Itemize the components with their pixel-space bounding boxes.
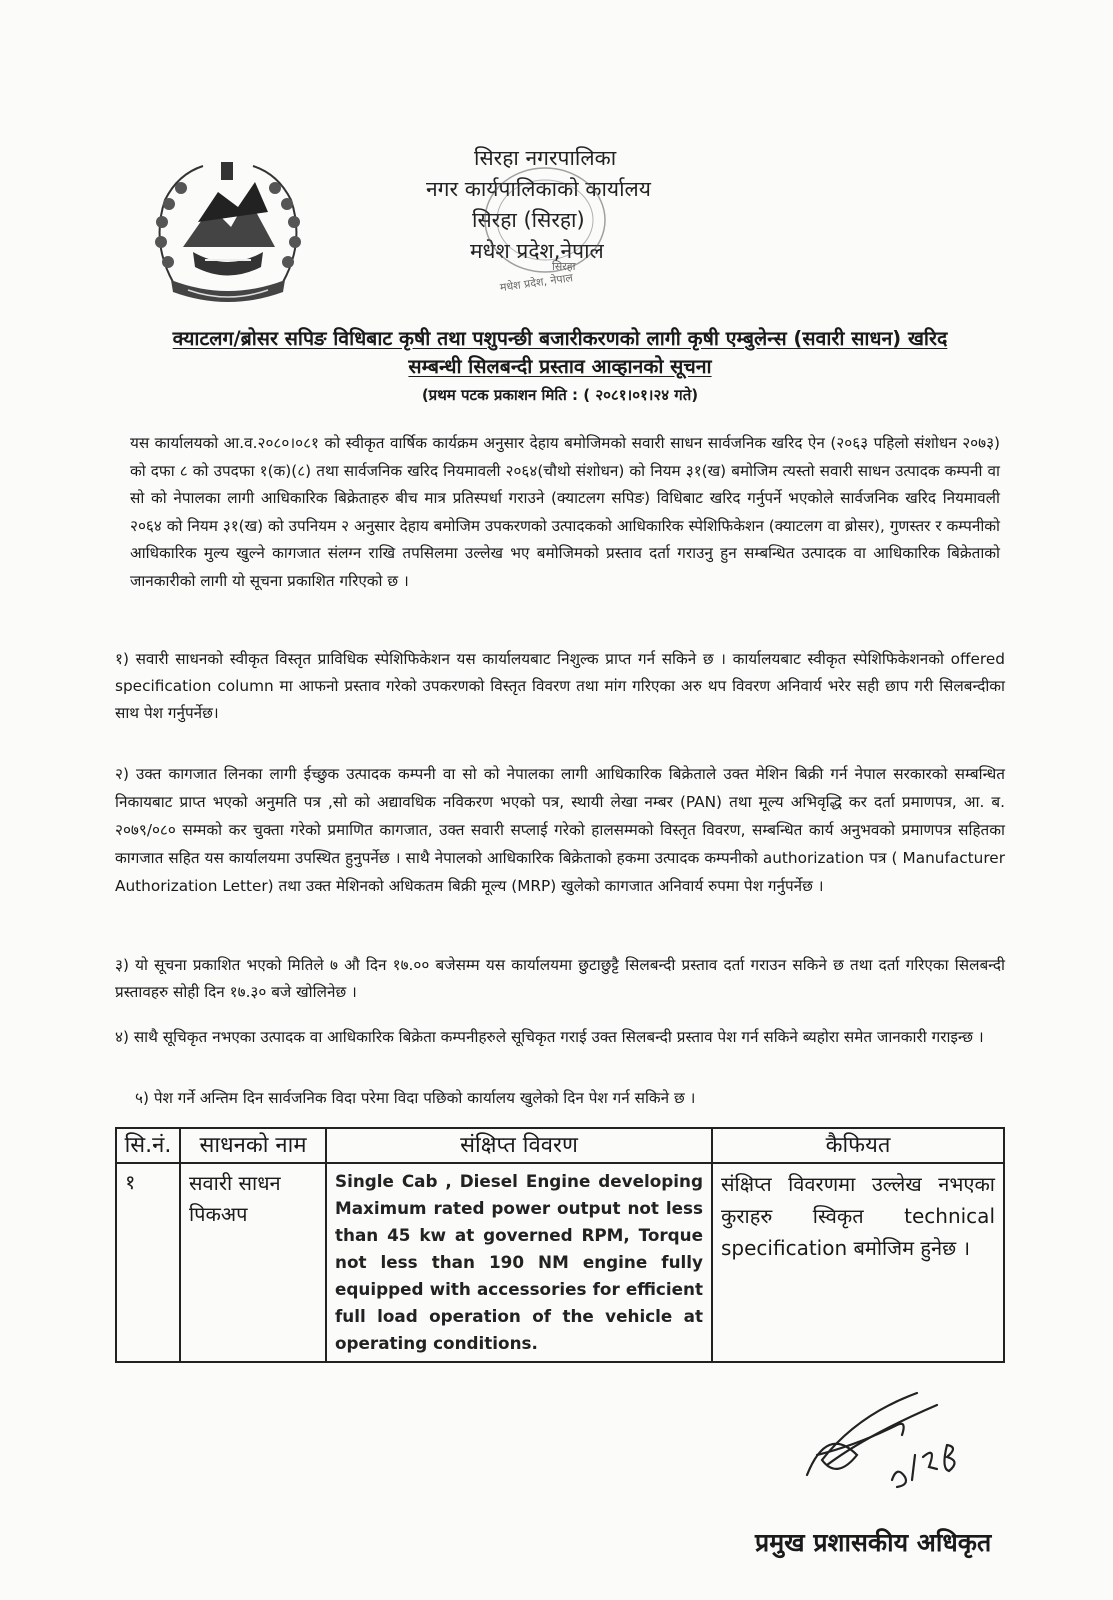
office-seal-stamp xyxy=(460,150,630,304)
header-brief-description: संक्षिप्त विवरण xyxy=(326,1128,712,1163)
clause-number: २) xyxy=(115,765,129,783)
clause-text: सवारी साधनको स्वीकृत विस्तृत प्राविधिक स्पेशिफिकेशन यस कार्यालयबाट निशुल्क प्राप्त गर्न सकिने छ । कार्यालयबाट स्वीकृत स्पेशिफिकेशनको offered specification column मा आफनो प्रस्ताव गरेको उपकरणको विस्तृत विवरण तथा मांग गरिएका अरु थप विवरण अनिवार्य भरेर सही छाप गरी सिलबन्दीका साथ पेश गर्नुपर्नेछ। xyxy=(115,650,1005,722)
table-row xyxy=(116,1163,1004,1362)
notice-title-line2: सम्बन्धी सिलबन्दी प्रस्ताव आव्हानको सूचना xyxy=(408,355,712,378)
clause-text: उक्त कागजात लिनका लागी ईच्छुक उत्पादक कम्पनी वा सो को नेपालका लागी आधिकारिक बिक्रेताले उक्त मेशिन बिक्री गर्न नेपाल सरकारको सम्बन्धित निकायबाट प्राप्त भएको अनुमति पत्र ,सो को अद्यावधिक नविकरण भएको पत्र, स्थायी लेखा नम्बर (PAN) तथा मूल्य अभिवृद्धि कर दर्ता प्रमाणपत्र, आ. ब. २०७९/०८० सम्मको कर चुक्ता गरेको प्रमाणित कागजात, उक्त सवारी सप्लाई गरेको हालसम्मको विस्तृत विवरण, सम्बन्धित कार्य अनुभवको प्रमाणपत्र सहितका कागजात सहित यस कार्यालयमा उपस्थित हुनुपर्नेछ । साथै नेपालको आधिकारिक बिक्रेताको हकमा उत्पादक कम्पनीको authorization पत्र ( Manufacturer Authorization Letter) तथा उक्त मेशिनको अधिकतम बिक्री मूल्य (MRP) खुलेको कागजात अनिवार्य रुपमा पेश गर्नुपर्नेछ । xyxy=(115,765,1005,895)
signer-title: प्रमुख प्रशासकीय अधिकृत xyxy=(755,1528,992,1557)
cell-remarks: संक्षिप्त विवरणमा उल्लेख नभएका कुराहरु स्विकृत technical specification बमोजिम हुनेछ । xyxy=(712,1163,1004,1362)
municipality-name: सिरहा नगरपालिका xyxy=(474,146,617,170)
notice-title-line1: क्याटलग/ब्रोसर सपिङ विधिबाट कृषी तथा पशुपन्छी बजारीकरणको लागी कृषी एम्बुलेन्स (सवारी साधन) खरिद xyxy=(172,327,948,350)
notice-title xyxy=(130,325,990,381)
items-table xyxy=(115,1127,1005,1363)
cell-serial-number: १ xyxy=(116,1163,180,1362)
clause-number: ३) xyxy=(115,956,129,974)
province-country: मधेश प्रदेश,नेपाल xyxy=(470,239,604,263)
clause-number: ५) xyxy=(135,1089,149,1107)
publication-date: (प्रथम पटक प्रकाशन मिति : ( २०८१।०१।२४ गते) xyxy=(421,386,699,404)
clause-4 xyxy=(115,1024,1005,1051)
clause-text: पेश गर्ने अन्तिम दिन सार्वजनिक विदा परेमा विदा पछिको कार्यालय खुलेको दिन पेश गर्न सकिने छ । xyxy=(153,1089,696,1107)
svg-text:मधेश प्रदेश, नेपाल: मधेश प्रदेश, नेपाल xyxy=(499,271,574,295)
clause-1 xyxy=(115,646,1005,727)
nepal-emblem-icon xyxy=(143,152,313,312)
clause-number: १) xyxy=(115,650,129,668)
clause-2 xyxy=(115,760,1005,900)
clause-text: साथै सूचिकृत नभएका उत्पादक वा आधिकारिक बिक्रेता कम्पनीहरुले सूचिकृत गराई उक्त सिलबन्दी प्रस्ताव पेश गर्न सकिने ब्यहोरा समेत जानकारी गराइन्छ । xyxy=(133,1028,984,1046)
notice-intro-paragraph: यस कार्यालयको आ.व.२०८०।०८१ को स्वीकृत वार्षिक कार्यक्रम अनुसार देहाय बमोजिमको सवारी साधन सार्वजनिक खरिद ऐन (२०६३ पहिलो संशोधन २०७३) को दफा ८ को उपदफा १(क)(८) तथा सार्वजनिक खरिद नियमावली २०६४(चौथो संशोधन) को नियम ३१(ख) बमोजिम त्यस्तो सवारी साधन उत्पादक कम्पनी वा सो को नेपालका लागी आधिकारिक बिक्रेताहरु बीच मात्र प्रतिस्पर्धा गराउने (क्याटलग सपिङ) विधिबाट खरिद गर्नुपर्ने भएकोले सार्वजनिक खरिद नियमावली २०६४ को नियम ३१(ख) को उपनियम २ अनुसार देहाय बमोजिम उपकरणको उत्पादकको आधिकारिक स्पेशिफिकेशन (क्याटलग वा ब्रोसर), गुणस्तर र कम्पनीको आधिकारिक मुल्य खुल्ने कागजात संलग्न राखि तपसिलमा उल्लेख भए बमोजिमको प्रस्ताव दर्ता गराउनु हुन सम्बन्धित उत्पादक वा आधिकारिक बिक्रेताको जानकारीको लागी यो सूचना प्रकाशित गरिएको छ । xyxy=(130,434,1000,590)
header-serial-number: सि.नं. xyxy=(116,1128,180,1163)
svg-text:सिरहा: सिरहा xyxy=(552,260,576,273)
clause-text: यो सूचना प्रकाशित भएको मितिले ७ औ दिन १७.०० बजेसम्म यस कार्यालयमा छुटाछुट्टै सिलबन्दी प्रस्ताव दर्ता गराउन सकिने छ तथा दर्ता गरिएका सिलबन्दी प्रस्तावहरु सोही दिन १७.३० बजे खोलिनेछ । xyxy=(115,956,1005,1001)
clause-5 xyxy=(115,1085,1025,1112)
clause-3 xyxy=(115,952,1005,1006)
table-header-row xyxy=(116,1128,1004,1163)
office-name: नगर कार्यपालिकाको कार्यालय xyxy=(426,177,651,201)
cell-item-name: सवारी साधन पिकअप xyxy=(180,1163,326,1362)
header-remarks: कैफियत xyxy=(712,1128,1004,1163)
cell-description: Single Cab , Diesel Engine developing Maximum rated power output not less than 45 kw at governed RPM, Torque not less than 190 NM engine fully equipped with accessories for efficient full load operation of the vehicle at operating conditions. xyxy=(326,1163,712,1362)
office-location: सिरहा (सिरहा) xyxy=(472,208,585,232)
handwritten-signature xyxy=(797,1385,967,1499)
header-item-name: साधनको नाम xyxy=(180,1128,326,1163)
clause-number: ४) xyxy=(115,1028,129,1046)
